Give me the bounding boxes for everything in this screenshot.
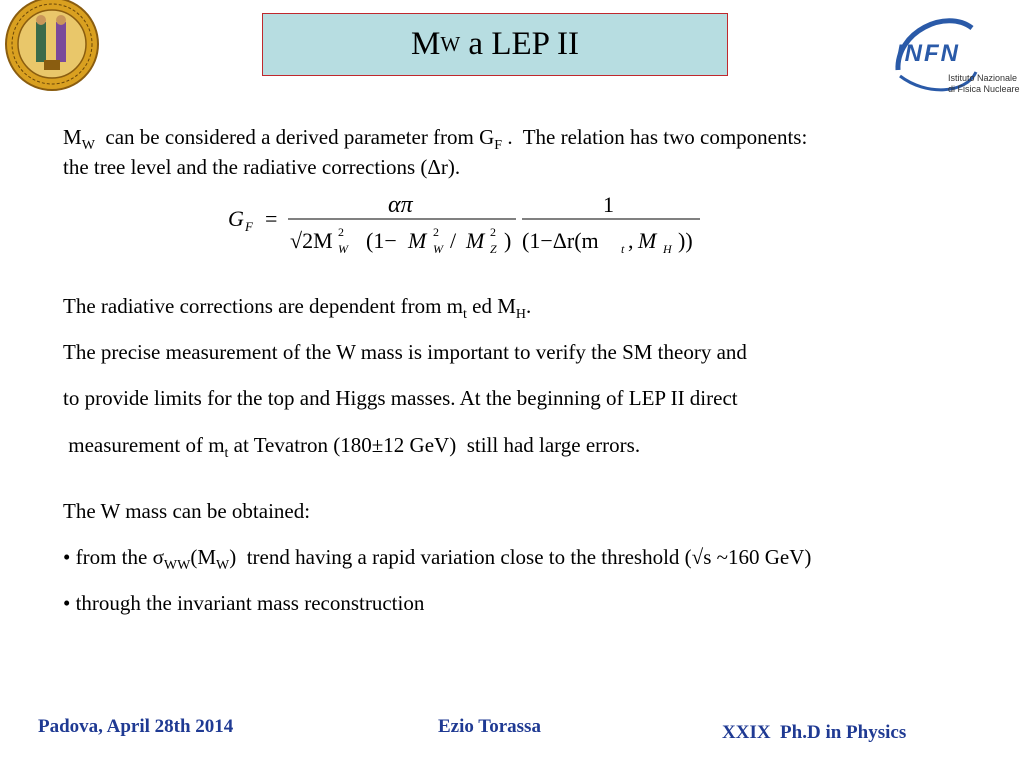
bullet-threshold — [63, 545, 812, 574]
intro-line-1 — [63, 125, 808, 154]
infn-brand: INFN — [896, 40, 960, 67]
formula-den2: (1−Δr(m — [522, 228, 599, 253]
infn-line1: Istituto Nazionale — [948, 73, 1018, 83]
limits-line: to provide limits for the top and Higgs masses. At the beginning of LEP II direct — [63, 386, 738, 410]
formula-equals: = — [265, 206, 278, 231]
meas-text-b: at Tevatron (180±12 GeV) still had large errors. — [228, 433, 641, 457]
slide-title — [262, 13, 728, 76]
footer-date: Padova, April 28th 2014 — [38, 716, 234, 737]
den2-sub-t: t — [621, 242, 625, 256]
formula-lhs: G — [228, 206, 244, 231]
title-rest: a LEP II — [460, 26, 579, 62]
radiative-corrections-line — [63, 294, 532, 323]
den1-sub2: W — [433, 242, 443, 256]
wmass-intro: The W mass can be obtained: — [63, 499, 311, 523]
den1-close: ) — [504, 228, 512, 253]
tevatron-line — [63, 433, 641, 462]
bullet1-text-b: (M — [190, 545, 217, 569]
formula-lhs-sub: F — [245, 219, 253, 234]
rad-sub-t: t — [462, 307, 467, 323]
gf-formula — [228, 190, 708, 262]
den2-comma: , — [628, 228, 634, 253]
sub-f: F — [494, 138, 503, 154]
den1-mz: M — [466, 228, 485, 253]
rad-text-a: The radiative corrections are dependent from m — [63, 294, 463, 318]
infn-line2: di Fisica Nucleare — [948, 84, 1020, 94]
bullet1-sub-ww: WW — [163, 558, 191, 574]
den1-sup1: 2 — [338, 225, 344, 239]
intro-line-2: the tree level and the radiative corrections (Δr). — [63, 155, 461, 179]
rad-sub-h: H — [515, 307, 526, 323]
footer-course: XXIX Ph.D in Physics — [722, 722, 907, 743]
rad-text-c: . — [526, 294, 532, 318]
den2-sub-h: H — [663, 242, 672, 256]
den1-slash: / — [450, 228, 457, 253]
bullet1-text-a: • from the σ — [63, 545, 164, 569]
formula-num1: απ — [388, 192, 413, 218]
sub-w: W — [81, 138, 95, 154]
bullet1-text-c: ) trend having a rapid variation close to the threshold (√s ~160 GeV) — [229, 545, 812, 569]
footer-author: Ezio Torassa — [438, 716, 541, 737]
den1-sub1: W — [338, 242, 348, 256]
den2-close: )) — [678, 228, 693, 253]
bullet1-sub-w: W — [216, 558, 230, 574]
den1-mw: M — [408, 228, 427, 253]
title-subscript: W — [440, 32, 461, 56]
university-seal-logo — [0, 0, 100, 95]
meas-text-a: measurement of m — [63, 433, 225, 457]
den2-mh: M — [638, 228, 657, 253]
text-relation: . The relation has two components: — [502, 125, 808, 149]
meas-sub-t: t — [224, 446, 229, 462]
formula-den1: √2M — [290, 228, 333, 253]
rad-text-b: ed M — [466, 294, 516, 318]
den1-sup2: 2 — [433, 225, 439, 239]
text-mw: M — [63, 125, 82, 149]
den1-one-minus: (1− — [366, 228, 397, 253]
precise-measurement-line: The precise measurement of the W mass is important to verify the SM theory and — [63, 340, 747, 364]
title-main: M — [411, 26, 441, 62]
formula-num2: 1 — [603, 192, 614, 217]
text-derived: can be considered a derived parameter from G — [94, 125, 495, 149]
infn-logo — [886, 12, 1024, 98]
den1-sub3: Z — [490, 242, 497, 256]
bullet-invariant-mass: • through the invariant mass reconstruction — [63, 591, 425, 615]
den1-sup3: 2 — [490, 225, 496, 239]
